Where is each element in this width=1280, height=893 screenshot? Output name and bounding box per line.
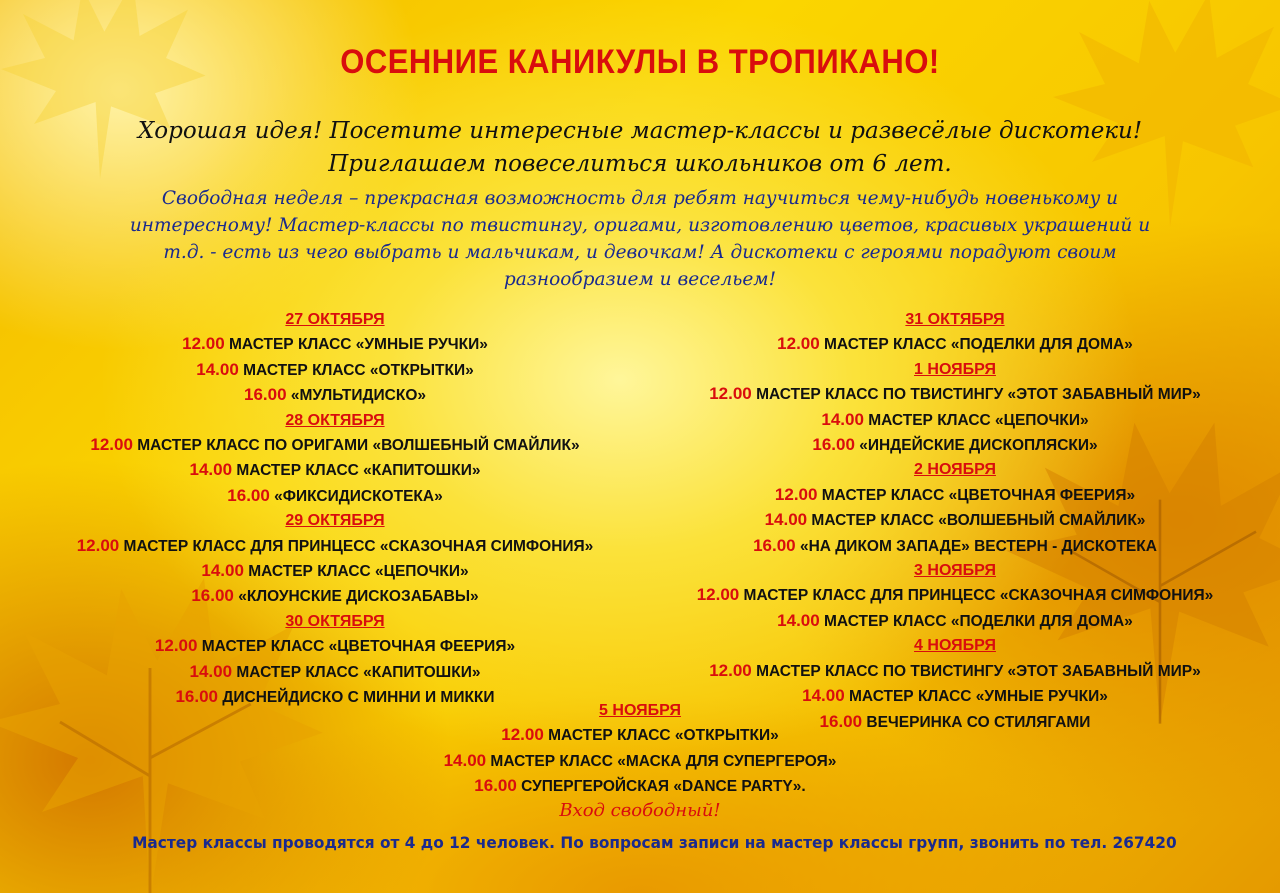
intro-line: Хорошая идея! Посетите интересные мастер-классы и развесёлые дискотеки! (137, 118, 1143, 144)
schedule-date (20, 610, 650, 634)
date-label: 28 ОКТЯБРЯ (285, 411, 385, 429)
schedule-event (20, 534, 650, 559)
event-time: 12.00 (501, 725, 544, 745)
date-label: 30 ОКТЯБРЯ (285, 612, 385, 630)
event-time: 16.00 (191, 586, 234, 606)
event-title: МАСТЕР КЛАСС «ЦЕПОЧКИ» (863, 411, 1089, 429)
schedule-event (640, 332, 1270, 357)
event-title: МАСТЕР КЛАСС «ОТКРЫТКИ» (238, 361, 474, 379)
event-time: 14.00 (189, 460, 233, 480)
event-time: 16.00 (819, 711, 863, 731)
description-line: интересному! Мастер-классы по твистингу, оригами, изготовлению цветов, красивых украшений и (129, 215, 1151, 236)
schedule-date (640, 358, 1270, 382)
free-entry: Вход свободный! (559, 800, 721, 821)
schedule-event (640, 534, 1270, 559)
description-line: разнообразием и весельем! (503, 269, 777, 290)
schedule-event (640, 408, 1270, 433)
event-time: 16.00 (474, 776, 517, 796)
event-time: 12.00 (154, 636, 198, 656)
event-time: 14.00 (802, 686, 845, 706)
schedule-event (20, 484, 650, 509)
event-title: «КЛОУНСКИЕ ДИСКОЗАБАВЫ» (233, 588, 479, 606)
date-label: 5 НОЯБРЯ (599, 702, 681, 719)
event-title: МАСТЕР КЛАСС «УМНЫЕ РУЧКИ» (844, 688, 1108, 706)
event-title: МАСТЕР КЛАСС ПО ТВИСТИНГУ «ЭТОТ ЗАБАВНЫЙ МИР» (751, 662, 1201, 680)
event-title: МАСТЕР КЛАСС «ЦЕПОЧКИ» (243, 563, 469, 581)
event-title: МАСТЕР КЛАСС «ОТКРЫТКИ» (543, 727, 779, 745)
event-time: 12.00 (182, 334, 225, 354)
event-time: 14.00 (764, 510, 808, 530)
event-title: МАСТЕР КЛАСС «УМНЫЕ РУЧКИ» (224, 336, 488, 354)
event-title: МАСТЕР КЛАСС «ПОДЕЛКИ ДЛЯ ДОМА» (819, 612, 1133, 630)
footer-note: Мастер классы проводятся от 4 до 12 человек. По вопросам записи на мастер классы групп, звонить по тел. 267420 (132, 833, 1177, 852)
event-time: 12.00 (774, 484, 818, 504)
schedule-event (20, 660, 650, 685)
event-title: «МУЛЬТИДИСКО» (286, 387, 426, 405)
event-title: МАСТЕР КЛАСС ДЛЯ ПРИНЦЕСС «СКАЗОЧНАЯ СИМФОНИЯ» (119, 537, 594, 555)
event-time: 16.00 (243, 385, 287, 405)
event-time: 12.00 (90, 435, 133, 455)
event-title: МАСТЕР КЛАСС «ЦВЕТОЧНАЯ ФЕЕРИЯ» (197, 638, 516, 656)
date-label: 3 НОЯБРЯ (914, 562, 996, 580)
event-time: 14.00 (443, 750, 487, 770)
schedule-event (640, 583, 1270, 608)
schedule-event (330, 723, 950, 748)
schedule-event (640, 609, 1270, 634)
description-line: т.д. - есть из чего выбрать и мальчикам, и девочкам! А дискотеки с героями порадуют своим (163, 242, 1117, 263)
schedule-date (640, 634, 1270, 658)
event-title: «ФИКСИДИСКОТЕКА» (269, 487, 443, 505)
schedule-date (640, 559, 1270, 583)
event-title: «НА ДИКОМ ЗАПАДЕ» ВЕСТЕРН - ДИСКОТЕКА (795, 537, 1157, 555)
event-time: 16.00 (753, 535, 796, 555)
event-title: МАСТЕР КЛАСС ПО ОРИГАМИ «ВОЛШЕБНЫЙ СМАЙЛИК» (132, 437, 580, 455)
date-label: 4 НОЯБРЯ (914, 637, 996, 655)
event-time: 12.00 (709, 660, 752, 680)
schedule-event (640, 508, 1270, 533)
event-title: МАСТЕР КЛАСС «КАПИТОШКИ» (232, 462, 481, 480)
event-title: МАСТЕР КЛАСС «ЦВЕТОЧНАЯ ФЕЕРИЯ» (817, 486, 1136, 504)
poster-title: ОСЕННИЕ КАНИКУЛЫ В ТРОПИКАНО! (340, 41, 940, 82)
schedule-event (20, 433, 650, 458)
event-time: 12.00 (696, 585, 740, 605)
intro-line: Приглашаем повеселиться школьников от 6 лет. (328, 151, 952, 177)
event-time: 14.00 (196, 359, 239, 379)
date-label: 1 НОЯБРЯ (914, 360, 996, 378)
event-time: 12.00 (709, 384, 752, 404)
schedule-event (20, 458, 650, 483)
event-time: 14.00 (821, 409, 864, 429)
schedule-event (640, 483, 1270, 508)
date-label: 31 ОКТЯБРЯ (905, 311, 1005, 328)
schedule-event (20, 584, 650, 609)
date-label: 29 ОКТЯБРЯ (285, 512, 385, 530)
event-time: 16.00 (227, 485, 270, 505)
date-label: 27 ОКТЯБРЯ (285, 311, 385, 328)
event-title: ВЕЧЕРИНКА СО СТИЛЯГАМИ (862, 713, 1091, 731)
description (40, 185, 1240, 293)
schedule-date (20, 308, 650, 332)
schedule-center (330, 699, 950, 800)
event-time: 16.00 (812, 435, 855, 455)
event-title: МАСТЕР КЛАСС «ВОЛШЕБНЫЙ СМАЙЛИК» (807, 512, 1146, 530)
schedule-event (640, 382, 1270, 407)
schedule-event (20, 332, 650, 357)
event-title: МАСТЕР КЛАСС ДЛЯ ПРИНЦЕСС «СКАЗОЧНАЯ СИМФОНИЯ» (739, 587, 1214, 605)
schedule-event (640, 659, 1270, 684)
event-title: СУПЕРГЕРОЙСКАЯ «DANCE PARTY». (516, 778, 806, 796)
event-title: ДИСНЕЙДИСКО С МИННИ И МИККИ (218, 689, 495, 707)
description-line: Свободная неделя – прекрасная возможность для ребят научиться чему-нибудь новенькому и (161, 188, 1119, 209)
event-time: 14.00 (201, 561, 244, 581)
schedule-date (330, 699, 950, 723)
event-title: МАСТЕР КЛАСС «КАПИТОШКИ» (232, 663, 481, 681)
event-time: 14.00 (777, 610, 820, 630)
event-title: МАСТЕР КЛАСС ПО ТВИСТИНГУ «ЭТОТ ЗАБАВНЫЙ МИР» (751, 386, 1201, 404)
event-title: «ИНДЕЙСКИЕ ДИСКОПЛЯСКИ» (854, 437, 1098, 455)
schedule-date (640, 308, 1270, 332)
schedule-event (20, 559, 650, 584)
schedule-date (20, 409, 650, 433)
schedule-date (20, 509, 650, 533)
date-label: 2 НОЯБРЯ (914, 461, 996, 479)
event-time: 12.00 (76, 535, 120, 555)
schedule-event (20, 358, 650, 383)
schedule-event (20, 383, 650, 408)
event-time: 12.00 (777, 334, 820, 354)
schedule-left (20, 308, 650, 711)
schedule-event (330, 774, 950, 799)
schedule-event (640, 433, 1270, 458)
event-title: МАСТЕР КЛАСС «МАСКА ДЛЯ СУПЕРГЕРОЯ» (486, 752, 837, 770)
schedule-event (20, 634, 650, 659)
schedule-right (640, 308, 1270, 735)
event-title: МАСТЕР КЛАСС «ПОДЕЛКИ ДЛЯ ДОМА» (819, 336, 1133, 354)
schedule-event (330, 749, 950, 774)
event-time: 14.00 (189, 661, 233, 681)
event-time: 16.00 (175, 687, 219, 707)
schedule-date (640, 458, 1270, 482)
